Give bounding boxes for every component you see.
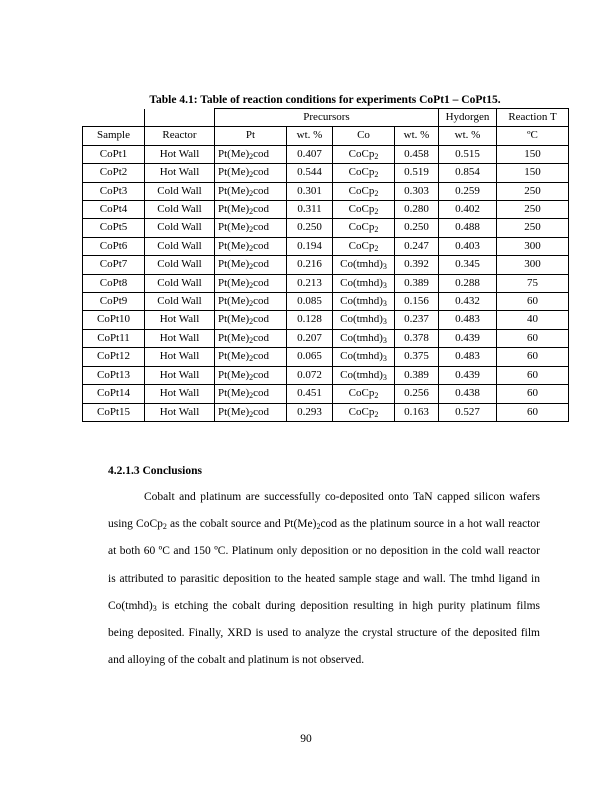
reaction-temp-cell: 60 [497, 348, 569, 366]
co-precursor-cell: $Co(tmhd)_3$ [333, 366, 395, 384]
subscript: 3 [152, 603, 157, 613]
table-row [83, 145, 569, 163]
co-precursor-cell: CoCp$_2$ [333, 164, 395, 182]
hydrogen-wt-cell: 0.439 [439, 366, 497, 384]
co-precursor-cell: CoCp$_2$ [333, 385, 395, 403]
pt-wt-cell: 0.544 [287, 164, 333, 182]
text-run: as the cobalt source and Pt(Me) [166, 518, 317, 531]
pt-precursor-cell: $Pt(Me)_2cod$ [215, 164, 287, 182]
sample-cell: CoPt5 [83, 219, 145, 237]
blank-header-cell [83, 109, 145, 127]
reactor-cell: Hot Wall [145, 311, 215, 329]
reaction-temp-cell: 150 [497, 145, 569, 163]
column-header: Pt [215, 127, 287, 145]
table-body [83, 145, 569, 421]
hydrogen-wt-cell: 0.259 [439, 182, 497, 200]
column-header: wt. % [439, 127, 497, 145]
reactor-cell: Cold Wall [145, 237, 215, 255]
reaction-temp-cell: 40 [497, 311, 569, 329]
table-row [83, 219, 569, 237]
co-wt-cell: 0.250 [395, 219, 439, 237]
table-row [83, 348, 569, 366]
co-precursor-cell: CoCp$_2$ [333, 145, 395, 163]
column-header: wt. % [287, 127, 333, 145]
blank-header-cell [145, 109, 215, 127]
co-wt-cell: 0.392 [395, 256, 439, 274]
co-precursor-cell: CoCp$_2$ [333, 201, 395, 219]
reaction-temp-cell: 300 [497, 237, 569, 255]
reaction-conditions-table [82, 108, 569, 422]
table-row [83, 256, 569, 274]
sample-cell: CoPt15 [83, 403, 145, 421]
hydrogen-wt-cell: 0.345 [439, 256, 497, 274]
reactor-cell: Cold Wall [145, 219, 215, 237]
reactor-cell: Hot Wall [145, 403, 215, 421]
pt-precursor-cell: $Pt(Me)_2cod$ [215, 182, 287, 200]
reaction-temp-cell: 60 [497, 329, 569, 347]
sample-cell: CoPt12 [83, 348, 145, 366]
hydrogen-wt-cell: 0.488 [439, 219, 497, 237]
co-precursor-cell: CoCp$_2$ [333, 219, 395, 237]
reaction-temp-cell: 60 [497, 403, 569, 421]
co-wt-cell: 0.247 [395, 237, 439, 255]
co-wt-cell: 0.163 [395, 403, 439, 421]
hydrogen-wt-cell: 0.439 [439, 329, 497, 347]
reaction-temp-cell: 60 [497, 293, 569, 311]
pt-wt-cell: 0.407 [287, 145, 333, 163]
sample-cell: CoPt11 [83, 329, 145, 347]
co-wt-cell: 0.156 [395, 293, 439, 311]
table-row [83, 164, 569, 182]
conclusions-paragraph [108, 484, 540, 674]
sample-cell: CoPt13 [83, 366, 145, 384]
pt-precursor-cell: $Pt(Me)_2cod$ [215, 366, 287, 384]
co-wt-cell: 0.378 [395, 329, 439, 347]
reaction-temp-cell: 75 [497, 274, 569, 292]
pt-wt-cell: 0.128 [287, 311, 333, 329]
sample-cell: CoPt2 [83, 164, 145, 182]
reaction-temp-cell: 60 [497, 385, 569, 403]
subscript: 2 [162, 522, 167, 532]
pt-precursor-cell: $Pt(Me)_2cod$ [215, 329, 287, 347]
co-precursor-cell: $Co(tmhd)_3$ [333, 348, 395, 366]
reactor-cell: Hot Wall [145, 329, 215, 347]
pt-wt-cell: 0.207 [287, 329, 333, 347]
pt-wt-cell: 0.216 [287, 256, 333, 274]
page-number: 90 [300, 733, 312, 745]
hydrogen-wt-cell: 0.515 [439, 145, 497, 163]
reaction-temp-cell: 60 [497, 366, 569, 384]
sample-cell: CoPt9 [83, 293, 145, 311]
reactor-cell: Cold Wall [145, 182, 215, 200]
section-heading: 4.2.1.3 Conclusions [108, 465, 202, 477]
co-wt-cell: 0.256 [395, 385, 439, 403]
pt-precursor-cell: $Pt(Me)_2cod$ [215, 256, 287, 274]
hydrogen-wt-cell: 0.438 [439, 385, 497, 403]
column-header: Reactor [145, 127, 215, 145]
pt-wt-cell: 0.072 [287, 366, 333, 384]
column-header: ºC [497, 127, 569, 145]
co-wt-cell: 0.389 [395, 274, 439, 292]
sample-cell: CoPt8 [83, 274, 145, 292]
reaction-temp-cell: 250 [497, 182, 569, 200]
hydrogen-wt-cell: 0.483 [439, 311, 497, 329]
sample-cell: CoPt3 [83, 182, 145, 200]
column-header: wt. % [395, 127, 439, 145]
co-precursor-cell: CoCp$_2$ [333, 403, 395, 421]
co-wt-cell: 0.280 [395, 201, 439, 219]
co-precursor-cell: $Co(tmhd)_3$ [333, 274, 395, 292]
table-row [83, 385, 569, 403]
subscript: 2 [316, 522, 321, 532]
co-wt-cell: 0.303 [395, 182, 439, 200]
co-wt-cell: 0.389 [395, 366, 439, 384]
reactor-cell: Cold Wall [145, 256, 215, 274]
reaction-temp-cell: 150 [497, 164, 569, 182]
table-row [83, 182, 569, 200]
sample-cell: CoPt7 [83, 256, 145, 274]
reactor-cell: Cold Wall [145, 274, 215, 292]
pt-precursor-cell: $Pt(Me)_2cod$ [215, 274, 287, 292]
hydrogen-wt-cell: 0.527 [439, 403, 497, 421]
co-wt-cell: 0.458 [395, 145, 439, 163]
pt-wt-cell: 0.065 [287, 348, 333, 366]
pt-wt-cell: 0.311 [287, 201, 333, 219]
pt-wt-cell: 0.301 [287, 182, 333, 200]
pt-wt-cell: 0.250 [287, 219, 333, 237]
hydrogen-wt-cell: 0.403 [439, 237, 497, 255]
reactor-cell: Cold Wall [145, 201, 215, 219]
pt-wt-cell: 0.213 [287, 274, 333, 292]
pt-precursor-cell: $Pt(Me)_2cod$ [215, 311, 287, 329]
table-row [83, 201, 569, 219]
co-precursor-cell: $Co(tmhd)_3$ [333, 311, 395, 329]
column-header-row [83, 127, 569, 145]
sample-cell: CoPt14 [83, 385, 145, 403]
hydrogen-wt-cell: 0.854 [439, 164, 497, 182]
pt-wt-cell: 0.451 [287, 385, 333, 403]
table-row [83, 366, 569, 384]
co-wt-cell: 0.375 [395, 348, 439, 366]
sample-cell: CoPt4 [83, 201, 145, 219]
sample-cell: CoPt10 [83, 311, 145, 329]
precursors-header: Precursors [215, 109, 439, 127]
reactor-cell: Hot Wall [145, 164, 215, 182]
reactor-cell: Hot Wall [145, 385, 215, 403]
pt-precursor-cell: $Pt(Me)_2cod$ [215, 237, 287, 255]
table-row [83, 237, 569, 255]
table-row [83, 311, 569, 329]
hydrogen-wt-cell: 0.402 [439, 201, 497, 219]
hydrogen-wt-cell: 0.432 [439, 293, 497, 311]
table-row [83, 329, 569, 347]
reactor-cell: Hot Wall [145, 145, 215, 163]
table-row [83, 293, 569, 311]
co-precursor-cell: CoCp$_2$ [333, 237, 395, 255]
text-run: is etching the cobalt during deposition resulting in high purity platinum films being deposited. Finally, XRD is used to analyze the crystal structure of the deposited film and alloying of the cobalt and platinum is not observed. [108, 599, 540, 667]
column-header: Co [333, 127, 395, 145]
conclusions-text [108, 484, 540, 674]
column-header: Sample [83, 127, 145, 145]
sample-cell: CoPt6 [83, 237, 145, 255]
table-head [83, 109, 569, 146]
table-row [83, 403, 569, 421]
text-run: cod as the platinum source in a hot wall reactor at both 60 ºC and 150 ºC. Platinum only deposition or no deposition in the cold wall reactor is attributed to parasitic deposition to the heated sample stage and wall. The tmhd ligand in Co(tmhd) [108, 518, 541, 612]
pt-wt-cell: 0.194 [287, 237, 333, 255]
table-row [83, 274, 569, 292]
reactor-cell: Cold Wall [145, 293, 215, 311]
co-precursor-cell: $Co(tmhd)_3$ [333, 256, 395, 274]
co-precursor-cell: $Co(tmhd)_3$ [333, 329, 395, 347]
pt-precursor-cell: $Pt(Me)_2cod$ [215, 403, 287, 421]
hydrogen-wt-cell: 0.483 [439, 348, 497, 366]
pt-precursor-cell: $Pt(Me)_2cod$ [215, 219, 287, 237]
reactor-cell: Hot Wall [145, 366, 215, 384]
reaction-temp-cell: 250 [497, 219, 569, 237]
group-header-row [83, 109, 569, 127]
hydrogen-header: Hydorgen [439, 109, 497, 127]
co-wt-cell: 0.519 [395, 164, 439, 182]
reactor-cell: Hot Wall [145, 348, 215, 366]
text-run: Cobalt and platinum are successfully co-deposited onto TaN capped silicon wafers using CoCp [108, 491, 540, 531]
co-precursor-cell: $Co(tmhd)_3$ [333, 293, 395, 311]
pt-precursor-cell: $Pt(Me)_2cod$ [215, 385, 287, 403]
sample-cell: CoPt1 [83, 145, 145, 163]
pt-wt-cell: 0.293 [287, 403, 333, 421]
pt-precursor-cell: $Pt(Me)_2cod$ [215, 293, 287, 311]
co-precursor-cell: CoCp$_2$ [333, 182, 395, 200]
table-caption: Table 4.1: Table of reaction conditions for experiments CoPt1 – CoPt15. [149, 94, 501, 106]
hydrogen-wt-cell: 0.288 [439, 274, 497, 292]
pt-precursor-cell: $Pt(Me)_2cod$ [215, 348, 287, 366]
reaction-t-header: Reaction T [497, 109, 569, 127]
pt-wt-cell: 0.085 [287, 293, 333, 311]
co-wt-cell: 0.237 [395, 311, 439, 329]
pt-precursor-cell: $Pt(Me)_2cod$ [215, 201, 287, 219]
pt-precursor-cell: $Pt(Me)_2cod$ [215, 145, 287, 163]
reaction-temp-cell: 300 [497, 256, 569, 274]
reaction-temp-cell: 250 [497, 201, 569, 219]
